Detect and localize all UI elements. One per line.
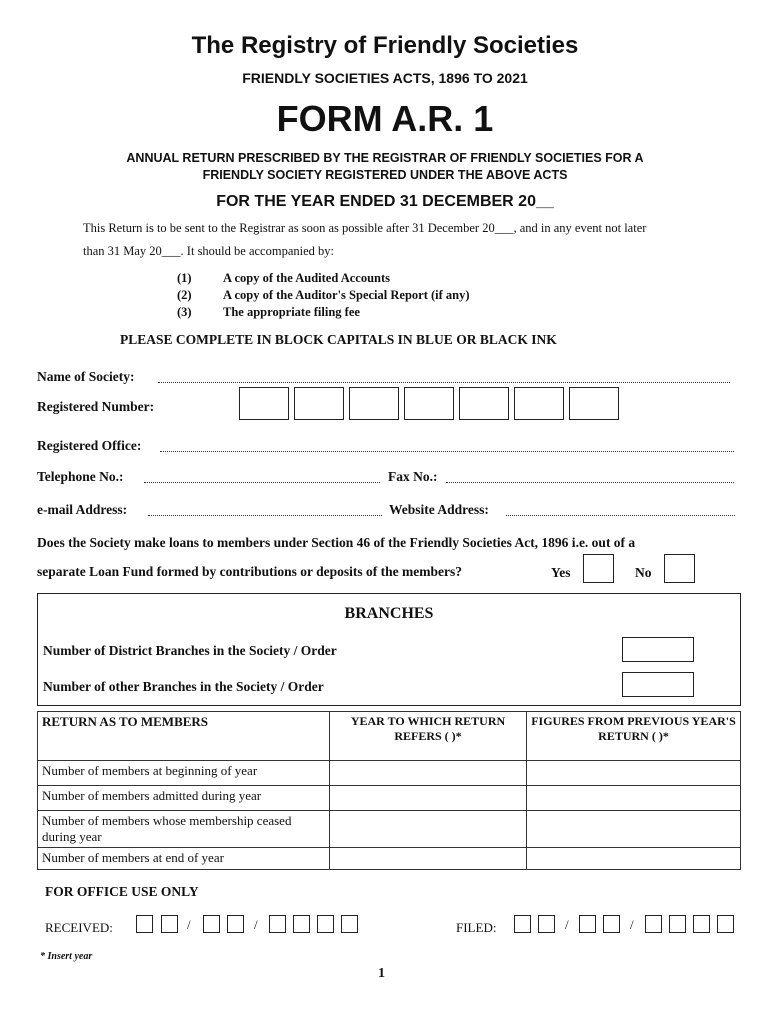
fax-input[interactable] [446,482,734,483]
loans-no-checkbox[interactable] [664,554,695,583]
year-ended-heading: FOR THE YEAR ENDED 31 DECEMBER 20__ [216,193,554,210]
row-label: Number of members whose membership ceased during year [38,811,330,848]
attachment-num: (2) [177,288,192,302]
filed-month-box[interactable] [579,915,596,933]
branches-heading: BRANCHES [344,605,434,622]
loans-yes-checkbox[interactable] [583,554,614,583]
received-year-box[interactable] [317,915,334,933]
members-col-return: RETURN AS TO MEMBERS [38,712,330,761]
row-label: Number of members at end of year [38,848,330,870]
registered-number-box[interactable] [404,387,454,420]
district-branches-label: Number of District Branches in the Society / Order [43,643,337,658]
name-of-society-input[interactable] [158,382,730,383]
office-use-heading: FOR OFFICE USE ONLY [45,884,199,899]
attachment-item [177,271,390,286]
filed-month-box[interactable] [603,915,620,933]
table-row [38,786,741,811]
received-label: RECEIVED: [45,920,113,935]
intro-line1: This Return is to be sent to the Registrar as soon as possible after 31 December 20___, and in any event not later [83,221,647,235]
filed-label: FILED: [456,920,497,935]
telephone-label: Telephone No.: [37,469,124,484]
row-label: Number of members at beginning of year [38,761,330,786]
footnote: * Insert year [40,951,93,962]
registry-title: The Registry of Friendly Societies [191,32,579,59]
attachment-num: (1) [177,271,192,285]
attachment-text: A copy of the Audited Accounts [223,271,391,285]
year-value-cell[interactable] [330,811,527,848]
registered-number-label: Registered Number: [37,399,155,414]
attachment-item [177,288,470,303]
filed-day-box[interactable] [538,915,555,933]
name-of-society-label: Name of Society: [37,369,135,384]
previous-value-cell[interactable] [527,761,741,786]
registered-office-input[interactable] [160,451,734,452]
acts-heading: FRIENDLY SOCIETIES ACTS, 1896 TO 2021 [242,70,528,86]
filed-slash: / [565,917,569,932]
registered-number-box[interactable] [239,387,289,420]
registered-number-box[interactable] [349,387,399,420]
form-subtitle-line2: FRIENDLY SOCIETY REGISTERED UNDER THE ABOVE ACTS [202,168,568,182]
received-year-box[interactable] [341,915,358,933]
members-col-year: YEAR TO WHICH RETURN REFERS ( )* [330,712,527,761]
registered-number-box[interactable] [294,387,344,420]
filed-year-box[interactable] [693,915,710,933]
website-label: Website Address: [389,502,489,517]
received-month-box[interactable] [203,915,220,933]
registered-office-label: Registered Office: [37,438,142,453]
filed-slash: / [630,917,634,932]
received-slash: / [254,917,258,932]
form-subtitle-line1: ANNUAL RETURN PRESCRIBED BY THE REGISTRAR OF FRIENDLY SOCIETIES FOR A [126,151,644,165]
attachment-text: The appropriate filing fee [223,305,360,319]
website-input[interactable] [506,515,735,516]
branches-section [37,593,741,706]
attachment-num: (3) [177,305,192,319]
filed-year-box[interactable] [645,915,662,933]
received-year-box[interactable] [293,915,310,933]
members-table [37,711,741,870]
previous-value-cell[interactable] [527,786,741,811]
registered-number-box[interactable] [459,387,509,420]
year-value-cell[interactable] [330,786,527,811]
attachment-text: A copy of the Auditor's Special Report (if any) [223,288,470,302]
received-month-box[interactable] [227,915,244,933]
received-slash: / [187,917,191,932]
registered-number-box[interactable] [569,387,619,420]
members-col-previous: FIGURES FROM PREVIOUS YEAR'S RETURN ( )* [527,712,741,761]
loans-yes-label: Yes [551,565,571,580]
loans-question-line1: Does the Society make loans to members under Section 46 of the Friendly Societies Act, 1896 i.e. out of a [37,535,636,550]
filed-year-box[interactable] [717,915,734,933]
received-year-box[interactable] [269,915,286,933]
members-table-header [38,712,741,761]
registered-number-box[interactable] [514,387,564,420]
received-day-box[interactable] [136,915,153,933]
fax-label: Fax No.: [388,469,438,484]
loans-question-line2: separate Loan Fund formed by contributions or deposits of the members? [37,564,462,579]
year-value-cell[interactable] [330,848,527,870]
other-branches-label: Number of other Branches in the Society / Order [43,679,324,694]
form-title: FORM A.R. 1 [276,98,494,139]
telephone-input[interactable] [144,482,380,483]
other-branches-input[interactable] [622,672,694,697]
previous-value-cell[interactable] [527,811,741,848]
intro-line2: than 31 May 20___. It should be accompanied by: [83,244,334,258]
year-value-cell[interactable] [330,761,527,786]
table-row [38,848,741,870]
email-label: e-mail Address: [37,502,128,517]
row-label: Number of members admitted during year [38,786,330,811]
loans-no-label: No [635,565,652,580]
previous-value-cell[interactable] [527,848,741,870]
page-number: 1 [378,966,385,981]
email-input[interactable] [148,515,382,516]
table-row [38,761,741,786]
filed-year-box[interactable] [669,915,686,933]
attachment-item [177,305,360,320]
received-day-box[interactable] [161,915,178,933]
ink-instruction: PLEASE COMPLETE IN BLOCK CAPITALS IN BLUE OR BLACK INK [120,332,557,347]
table-row [38,811,741,848]
filed-day-box[interactable] [514,915,531,933]
district-branches-input[interactable] [622,637,694,662]
